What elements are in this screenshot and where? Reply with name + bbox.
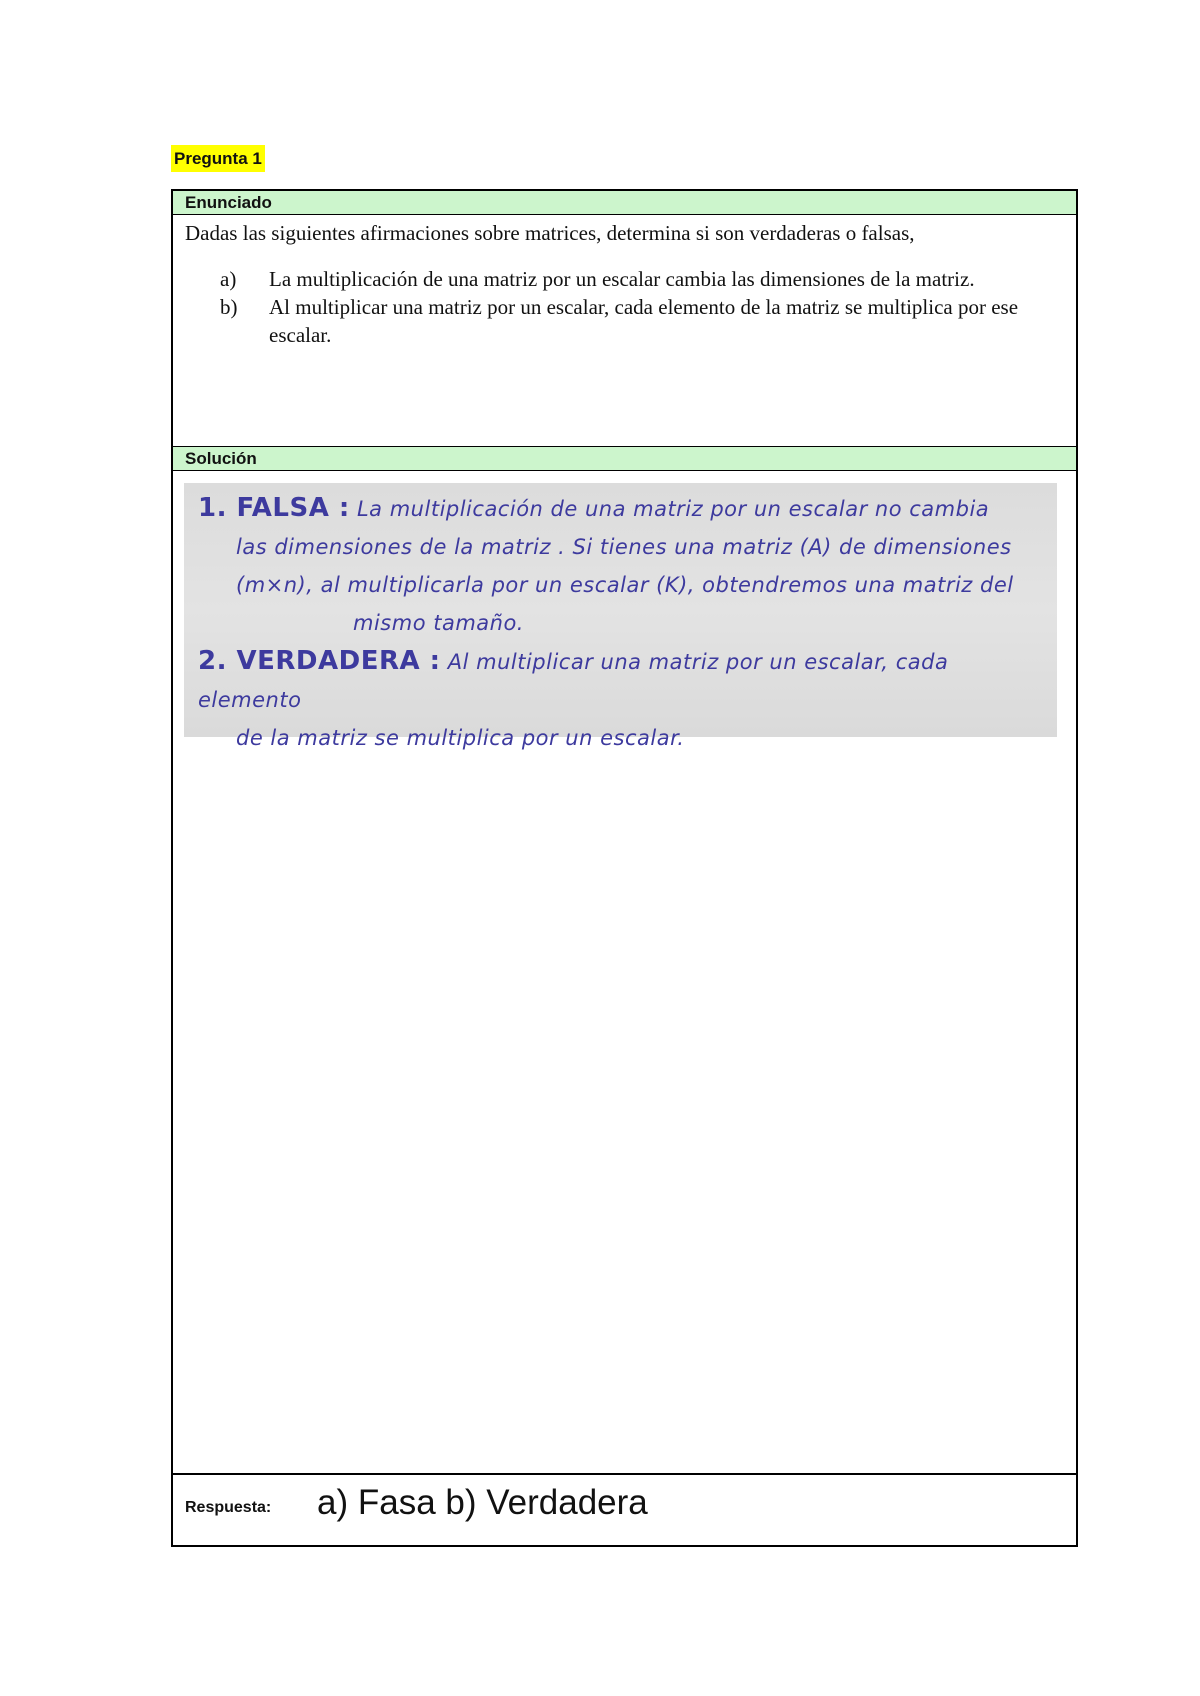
answer-value: a) Fasa b) Verdadera (317, 1483, 648, 1522)
statement-body (185, 219, 1065, 349)
question-table (171, 189, 1078, 1547)
hw-line-2: las dimensiones de la matriz . Si tienes una matriz (A) de dimensiones (236, 535, 1012, 559)
option-text: Al multiplicar una matriz por un escalar, cada elemento de la matriz se multiplica por ese escalar. (269, 295, 1019, 347)
option-label: a) (220, 267, 237, 291)
option-b (185, 293, 1065, 349)
hw-line-1: 1. FALSA : La multiplicación de una matriz por un escalar no cambia (198, 493, 990, 523)
options-list (185, 265, 1065, 349)
handwritten-text (198, 489, 1048, 757)
option-text: La multiplicación de una matriz por un escalar cambia las dimensiones de la matriz. (269, 267, 975, 291)
answer-label: Respuesta: (185, 1499, 272, 1516)
handwritten-solution-photo (184, 483, 1057, 750)
hw-line-4: mismo tamaño. (353, 611, 524, 635)
option-a (185, 265, 1065, 293)
statement-header: Enunciado (173, 191, 1076, 215)
option-label: b) (220, 295, 238, 319)
statement-intro: Dadas las siguientes afirmaciones sobre matrices, determina si son verdaderas o falsas, (185, 221, 915, 245)
hw-line-3: (m×n), al multiplicarla por un escalar (K), obtendremos una matriz del (236, 573, 1014, 597)
answer-row (173, 1473, 1076, 1545)
hw-line-6: de la matriz se multiplica por un escalar. (236, 726, 685, 750)
question-title: Pregunta 1 (171, 145, 265, 172)
solution-header: Solución (173, 446, 1076, 471)
hw-line-5: 2. VERDADERA : Al multiplicar una matriz por un escalar, cada elemento (198, 646, 949, 712)
